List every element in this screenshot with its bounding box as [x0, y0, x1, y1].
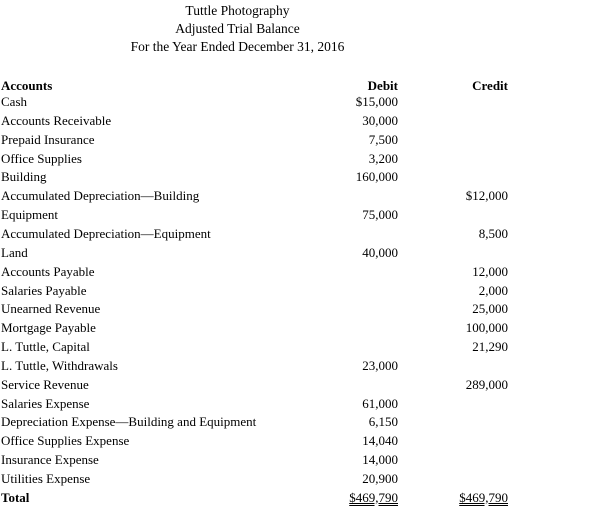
account-name: Salaries Expense — [1, 395, 90, 411]
table-row — [0, 282, 600, 301]
table-row — [0, 432, 600, 451]
table-row — [0, 451, 600, 470]
table-row — [0, 413, 600, 432]
debit-amount: 23,000 — [362, 357, 398, 373]
credit-amount: 100,000 — [465, 320, 508, 336]
debit-amount: 6,150 — [368, 414, 398, 430]
account-name: Land — [1, 244, 28, 260]
table-row — [0, 112, 600, 131]
debit-amount: 75,000 — [362, 207, 398, 223]
credit-amount: 25,000 — [472, 301, 508, 317]
table-row — [0, 168, 600, 187]
credit-amount: 8,500 — [478, 225, 508, 241]
total-row — [0, 489, 600, 508]
account-name: Office Supplies Expense — [1, 433, 130, 449]
debit-amount: $15,000 — [355, 94, 398, 109]
account-name: Service Revenue — [1, 376, 89, 392]
account-name: Unearned Revenue — [1, 301, 101, 317]
debit-amount: 30,000 — [362, 112, 398, 128]
total-credit: $469,790 — [459, 489, 508, 505]
debit-amount: 7,500 — [368, 131, 398, 147]
debit-column-header: Debit — [367, 78, 398, 93]
account-name: Building — [1, 169, 47, 185]
credit-amount: 12,000 — [472, 263, 508, 279]
debit-amount: 61,000 — [362, 395, 398, 411]
account-name: Cash — [1, 94, 27, 109]
account-name: Mortgage Payable — [1, 320, 96, 336]
company-name: Tuttle Photography — [185, 3, 290, 18]
table-row — [0, 376, 600, 395]
account-name: Prepaid Insurance — [1, 131, 95, 147]
table-row — [0, 300, 600, 319]
table-row — [0, 93, 600, 112]
table-row — [0, 150, 600, 169]
credit-column-header: Credit — [472, 78, 508, 93]
debit-amount: 14,000 — [362, 452, 398, 468]
account-name: Insurance Expense — [1, 452, 99, 468]
debit-amount: 160,000 — [355, 169, 398, 185]
account-name: L. Tuttle, Capital — [1, 339, 90, 355]
debit-amount: 40,000 — [362, 244, 398, 260]
table-row — [0, 338, 600, 357]
account-name: Equipment — [1, 207, 59, 223]
table-row — [0, 244, 600, 263]
account-name: Utilities Expense — [1, 471, 91, 486]
accounts-column-header: Accounts — [1, 78, 53, 93]
table-row — [0, 131, 600, 150]
account-name: Accounts Receivable — [1, 112, 112, 128]
account-name: Salaries Payable — [1, 282, 87, 298]
table-row — [0, 263, 600, 282]
credit-amount: 289,000 — [465, 376, 508, 392]
account-name: Depreciation Expense—Building and Equipment — [1, 414, 257, 430]
table-row — [0, 225, 600, 244]
statement-period: For the Year Ended December 31, 2016 — [130, 39, 345, 54]
debit-amount: 3,200 — [368, 150, 398, 166]
account-name: L. Tuttle, Withdrawals — [1, 357, 118, 373]
account-name: Office Supplies — [1, 150, 82, 166]
credit-amount: 21,290 — [472, 339, 508, 355]
statement-title: Adjusted Trial Balance — [175, 21, 300, 36]
total-label: Total — [1, 489, 30, 505]
credit-amount: 2,000 — [478, 282, 508, 298]
credit-amount: $12,000 — [465, 188, 508, 204]
table-row — [0, 470, 600, 489]
table-row — [0, 395, 600, 414]
account-name: Accumulated Depreciation—Equipment — [1, 225, 211, 241]
account-name: Accumulated Depreciation—Building — [1, 188, 200, 204]
table-row — [0, 187, 600, 206]
table-row — [0, 319, 600, 338]
debit-amount: 14,040 — [362, 433, 398, 449]
debit-amount: 20,900 — [362, 471, 398, 486]
table-row — [0, 357, 600, 376]
total-debit: $469,790 — [349, 489, 398, 505]
account-name: Accounts Payable — [1, 263, 95, 279]
table-row — [0, 206, 600, 225]
